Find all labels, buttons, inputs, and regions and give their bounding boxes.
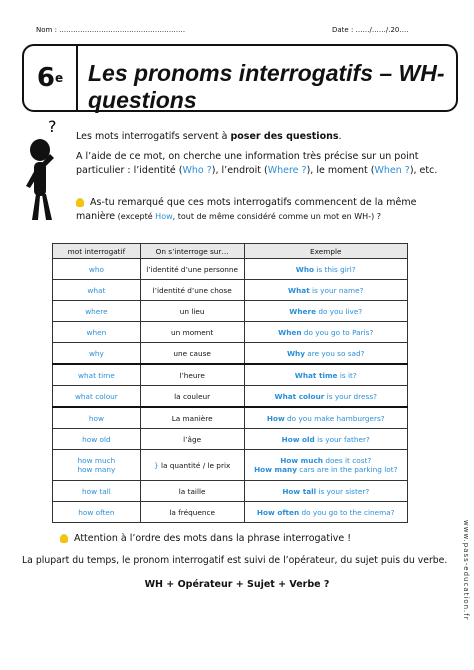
example-cell	[244, 259, 407, 280]
example-cell	[244, 429, 407, 450]
example-rest: is it?	[337, 370, 357, 380]
where-hint: Where ?	[267, 165, 307, 176]
grade-badge	[24, 46, 78, 110]
intro-line3-c: ), le moment (	[306, 165, 375, 176]
wh-word-cell	[53, 481, 141, 502]
example-cell	[244, 322, 407, 343]
topic-cell	[140, 429, 244, 450]
table-row	[53, 259, 408, 280]
question-text-d: , tout de même considéré comme un mot en WH-) ?	[172, 212, 381, 221]
table-row	[53, 481, 408, 502]
intro-line3-b: ), l’endroit (	[211, 165, 268, 176]
wh-word: how often	[78, 507, 115, 517]
wh-word-cell	[53, 407, 141, 429]
topic-cell	[140, 450, 244, 481]
date-field-label: Date : ……/……/.20….	[332, 26, 409, 34]
example-cell	[244, 502, 407, 523]
who-hint: Who ?	[182, 165, 212, 176]
lightbulb-icon	[76, 198, 84, 207]
topic-cell	[140, 502, 244, 523]
topic-text: la taille	[178, 486, 206, 496]
example-cell	[244, 280, 407, 301]
topic-text: la couleur	[174, 391, 211, 401]
intro-line3	[76, 164, 456, 178]
thinking-figure-illustration	[20, 116, 76, 226]
example-cell	[244, 481, 407, 502]
wh-word: what time	[78, 370, 115, 380]
example-rest: do you go to the cinema?	[299, 507, 395, 517]
intro-line3-d: ), etc.	[409, 165, 438, 176]
example-cell	[244, 386, 407, 408]
table-row	[53, 502, 408, 523]
example-cell	[244, 301, 407, 322]
topic-text: l’identité d’une personne	[146, 264, 239, 274]
example-rest: do you go to Paris?	[301, 327, 374, 337]
topic-text: un lieu	[179, 306, 205, 316]
example-rest: is your father?	[314, 434, 370, 444]
question-text: As-tu remarqué que ces mots interrogatifs commencent de la même	[90, 197, 417, 208]
wh-word-cell	[53, 301, 141, 322]
wh-word: when	[86, 327, 107, 337]
wh-word: what	[87, 285, 106, 295]
topic-cell	[140, 364, 244, 386]
topic-cell	[140, 481, 244, 502]
topic-text: La manière	[171, 413, 213, 423]
example-wh: What time	[294, 370, 338, 380]
example-wh: Who	[295, 264, 315, 274]
topic-text: l’âge	[183, 434, 202, 444]
table-row	[53, 386, 408, 408]
topic-cell	[140, 280, 244, 301]
wh-word-cell	[53, 502, 141, 523]
topic-text: un moment	[171, 327, 214, 337]
table-row	[53, 280, 408, 301]
table-row	[53, 407, 408, 429]
name-field-label: Nom : ………………………………………………	[36, 26, 186, 34]
col-header-example: Exemple	[244, 244, 407, 259]
wh-word: why	[88, 348, 104, 358]
how-hint: How	[155, 212, 173, 221]
wh-word-cell	[53, 280, 141, 301]
table-row	[53, 301, 408, 322]
example-cell	[244, 343, 407, 365]
topic-text: une cause	[173, 348, 211, 358]
example-cell	[244, 364, 407, 386]
brace-symbol: }	[154, 460, 161, 470]
example-wh: How tall	[282, 486, 317, 496]
formula: WH + Opérateur + Sujet + Verbe ?	[144, 579, 330, 590]
wh-word-cell	[53, 386, 141, 408]
topic-cell	[140, 301, 244, 322]
intro-emphasis: poser des questions	[230, 131, 339, 142]
wh-word: how much	[77, 456, 116, 465]
wh-word: what colour	[74, 391, 118, 401]
topic-text: l’heure	[179, 370, 205, 380]
intro-line2: A l’aide de ce mot, on cherche une information très précise sur un point	[76, 151, 419, 162]
topic-cell	[140, 386, 244, 408]
example-rest: does it cost?	[323, 456, 372, 465]
example-wh: How old	[281, 434, 315, 444]
example-cell	[244, 450, 407, 481]
example-rest: do you make hamburgers?	[284, 413, 385, 423]
wh-word-cell	[53, 259, 141, 280]
example-wh: How much	[280, 456, 323, 465]
topic-text: la quantité / le prix	[160, 460, 231, 470]
wh-word: who	[88, 264, 104, 274]
example-wh: How many	[254, 465, 297, 474]
wh-word-cell	[53, 364, 141, 386]
grade-suffix: e	[54, 71, 64, 85]
example-rest: do you live?	[316, 306, 363, 316]
example-wh: How	[266, 413, 285, 423]
attention-note	[60, 532, 351, 546]
when-hint: When ?	[374, 165, 410, 176]
attention-text: Attention à l’ordre des mots dans la phrase interrogative !	[74, 533, 352, 544]
wh-words-table	[52, 243, 408, 523]
grade-number: 6	[36, 63, 55, 93]
topic-text: l’identité d’une chose	[152, 285, 232, 295]
intro-text: Les mots interrogatifs servent à	[76, 131, 231, 142]
topic-cell	[140, 407, 244, 429]
example-wh: When	[278, 327, 302, 337]
example-rest: is your name?	[309, 285, 364, 295]
example-wh: What	[288, 285, 310, 295]
table-row	[53, 450, 408, 481]
example-wh: Why	[286, 348, 305, 358]
example-wh: What colour	[274, 391, 325, 401]
question-text-b: manière	[76, 211, 116, 222]
table-row	[53, 322, 408, 343]
question-text-c: (excepté	[115, 212, 156, 221]
example-rest: is this girl?	[314, 264, 356, 274]
example-wh: How often	[256, 507, 300, 517]
wh-word-cell	[53, 343, 141, 365]
table-row	[53, 343, 408, 365]
wh-word-cell	[53, 322, 141, 343]
example-rest: are you so sad?	[304, 348, 365, 358]
topic-cell	[140, 343, 244, 365]
topic-cell	[140, 259, 244, 280]
question-paragraph	[76, 196, 460, 224]
example-cell	[244, 407, 407, 429]
wh-word-cell	[53, 429, 141, 450]
lightbulb-icon	[60, 534, 68, 543]
topic-text: la fréquence	[169, 507, 215, 517]
watermark: www.pass-education.fr	[462, 520, 470, 621]
example-rest: is your sister?	[316, 486, 370, 496]
example-rest: is your dress?	[324, 391, 377, 401]
word-order-rule: La plupart du temps, le pronom interrogatif est suivi de l’opérateur, du sujet puis du verbe.	[22, 555, 448, 566]
page-title: Les pronoms interrogatifs – WH- questions	[88, 60, 445, 113]
example-wh: Where	[289, 306, 317, 316]
table-row	[53, 429, 408, 450]
wh-word: how old	[82, 434, 111, 444]
col-header-topic: On s’interroge sur…	[140, 244, 244, 259]
table-row	[53, 364, 408, 386]
wh-word-cell	[53, 450, 141, 481]
topic-cell	[140, 322, 244, 343]
wh-word: where	[85, 306, 108, 316]
wh-word: how	[88, 413, 104, 423]
intro-line3-a: particulier : l’identité (	[76, 165, 183, 176]
example-rest: cars are in the parking lot?	[296, 465, 398, 474]
col-header-word: mot interrogatif	[53, 244, 141, 259]
wh-word: how many	[77, 465, 116, 474]
svg-text:?: ?	[48, 117, 57, 136]
title-box	[22, 44, 458, 112]
intro-paragraph: Les mots interrogatifs servent à poser des questions. A l’aide de ce mot, on cherche une information très précise sur un point particulier : l’identité (Who ?), l’endroit (Where ?), le moment (When ?), etc.	[76, 130, 456, 178]
wh-word: how tall	[82, 486, 111, 496]
